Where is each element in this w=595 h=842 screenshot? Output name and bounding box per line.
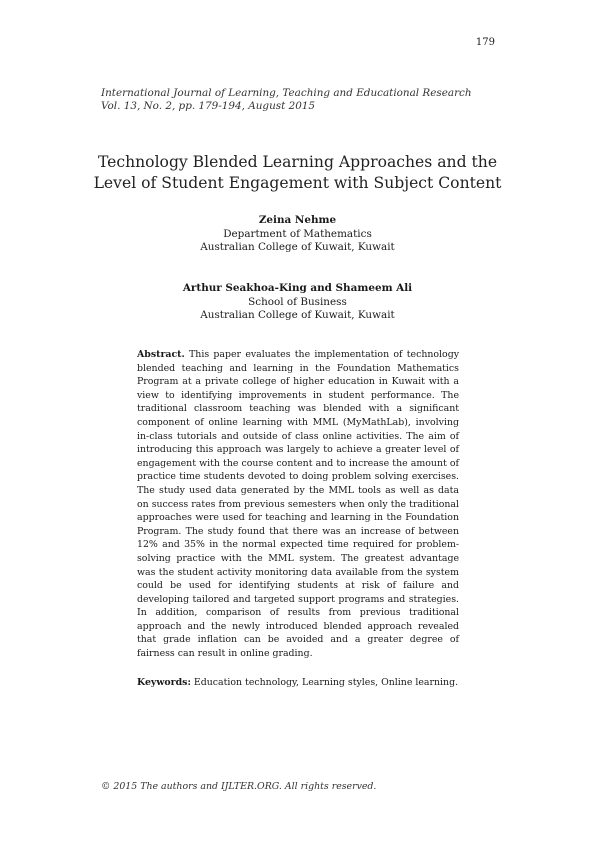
keywords-text: Education technology, Learning styles, Online learning.	[193, 677, 459, 688]
author-block-2	[60, 282, 535, 323]
author-department: School of Business	[248, 295, 347, 308]
page-number: 179	[475, 37, 495, 48]
author-institution: Australian College of Kuwait, Kuwait	[200, 309, 395, 321]
author-name: Zeina Nehme	[258, 214, 337, 226]
copyright-footer: © 2015 The authors and IJLTER.ORG. All rights reserved.	[101, 781, 377, 792]
journal-header	[101, 87, 472, 113]
author-department: Department of Mathematics	[223, 227, 372, 240]
volume-info: Vol. 13, No. 2, pp. 179-194, August 2015	[101, 100, 316, 112]
title-line-1: Technology Blended Learning Approaches and the	[97, 153, 498, 171]
abstract-label: Abstract.	[137, 349, 185, 360]
abstract	[137, 348, 459, 661]
journal-name: International Journal of Learning, Teaching and Educational Research	[101, 87, 472, 99]
paper-title	[60, 152, 535, 194]
author-name: Arthur Seakhoa-King and Shameem Ali	[182, 282, 413, 294]
keywords-label: Keywords:	[137, 677, 191, 688]
author-institution: Australian College of Kuwait, Kuwait	[200, 241, 395, 253]
abstract-text: This paper evaluates the implementation of technology blended teaching and learning in the Foundation Mathematics Program at a private college of higher education in Kuwait with a view to identifying improvements in student performance. The traditional classroom teaching was blended with a significant component of online learning with MML (MyMathLab), involving in-class tutorials and outside of class online activities. The aim of introducing this approach was largely to achieve a greater level of engagement with the course content and to increase the amount of practice time students devoted to doing problem solving exercises. The study used data generated by the MML tools as well as data on success rates from previous semesters when only the traditional approaches were used for teaching and learning in the Foundation Program. The study found that there was an increase of between 12% and 35% in the normal expected time required for problem-solving practice with the MML system. The greatest advantage was the student activity monitoring data available from the system could be used for identifying students at risk of failure and developing tailored and targeted support programs and strategies. In addition, comparison of results from previous traditional approach and the newly introduced blended approach revealed that grade inflation can be avoided and a greater degree of fairness can result in online grading.	[137, 349, 459, 660]
author-block-1	[60, 214, 535, 255]
title-line-2: Level of Student Engagement with Subject Content	[93, 174, 502, 192]
keywords	[137, 676, 467, 689]
